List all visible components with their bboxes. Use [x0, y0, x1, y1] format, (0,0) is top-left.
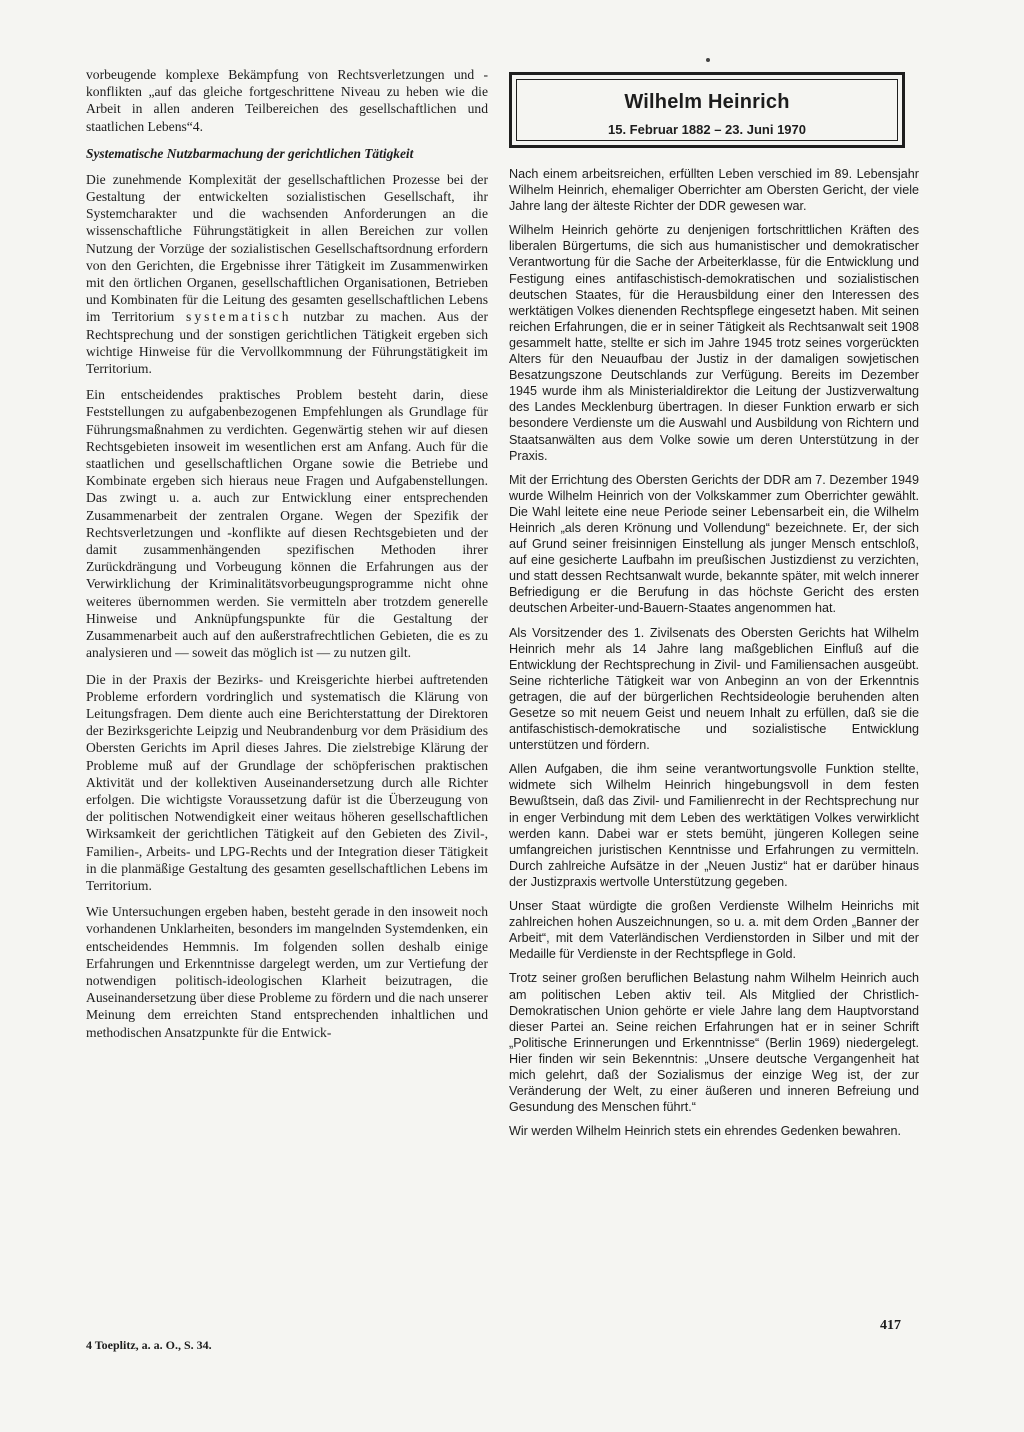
- obituary-paragraph: Mit der Errichtung des Obersten Gerichts der DDR am 7. Dezember 1949 wurde Wilhelm Heinrich von der Volkskammer zum Oberrichter gewählt. Die Wahl leitete eine neue Periode seiner Lebensarbeit ein, die Wilhelm Heinrich „als deren Krönung und Vollendung“ bezeichnete. Er, der sich auf Grund seiner freisinnigen Einstellung als junger Mensch entschloß, auf eine gesicherte Laufbahn im preußischen Justizdienst zu verzichten, und statt dessen Rechtsanwalt wurde, bekannte später, mit welch innerer Befriedigung er die Berufung in das höchste Gericht des ersten deutschen Arbeiter-und-Bauern-Staates angenommen hat.: [509, 472, 919, 616]
- article-paragraph: Ein entscheidendes praktisches Problem besteht darin, diese Feststellungen zu aufgabenbezogenen Empfehlungen als Grundlage für Führungsmaßnahmen zu verdichten. Gegenwärtig stehen wir auf diesen Rechtsgebieten insoweit im wesentlichen erst am Anfang. Auch für die staatlichen und gesellschaftlichen Organe sowie die Betriebe und Kombinate ergeben sich hieraus neue Fragen und Aufgabenstellungen. Das zwingt u. a. auch zur Entwicklung einer entsprechenden Zusammenarbeit der zentralen Organe. Wegen der Spezifik der Rechtsverletzungen und -konflikte auf diesen Rechtsgebieten und der damit zusammenhängenden spezifischen Methoden ihrer Zurückdrängung und Vorbeugung können die Erfahrungen aus der Verwirklichung der Kriminalitätsvorbeugungsprogramme nicht ohne weiteres übernommen werden. Sie vermitteln aber trotzdem generelle Hinweise und Anknüpfungspunkte für die Gestaltung der Zusammenarbeit auch auf den außerstrafrechtlichen Gebieten, die es zu analysieren und — soweit das möglich ist — zu nutzen gilt.: [86, 387, 488, 661]
- section-heading: Systematische Nutzbarmachung der gerichtlichen Tätigkeit: [86, 145, 414, 161]
- article-paragraph: Die in der Praxis der Bezirks- und Kreisgerichte hierbei auftretenden Probleme erfordern vordringlich und systematisch die Klärung von Leitungsfragen. Dem diente auch eine Berichterstattung der Direktoren der Bezirksgerichte Leipzig und Neubrandenburg vor dem Präsidium des Obersten Gerichts im April dieses Jahres. Die zielstrebige Klärung der Probleme muß auf der Grundlage der schöpferischen praktischen Aktivität und der kollektiven Auseinandersetzung durch alle Richter erfolgen. Die wichtigste Voraussetzung dafür ist die Überzeugung von der politischen Notwendigkeit einer weitaus höheren gesellschaftlichen Wirksamkeit der gerichtlichen Tätigkeit auf den Gebieten des Zivil-, Familien-, Arbeits- und LPG-Rechts und der Integration dieser Tätigkeit in die planmäßige Gestaltung des gesamten gesellschaftlichen Lebens im Territorium.: [86, 671, 488, 893]
- paragraph-text: Die zunehmende Komplexität der gesellschaftlichen Prozesse bei der Gestaltung der entwickelten sozialistischen Gesellschaft, ihr Systemcharakter und die wachsenden Anforderungen an die wissenschaftliche Führungstätigkeit in allen Bereichen zur vollen Nutzung der Vorzüge der sozialistischen Gesellschaftsordnung erfordern von den Gerichten, die Ergebnisse ihrer Tätigkeit im Zusammenwirken mit den örtlichen Organen, gesellschaftlichen Organisationen, Betrieben und Kombinaten für die Leitung des gesamten gesellschaftlichen Lebens im Territorium: [86, 171, 488, 325]
- article-paragraph: [86, 171, 488, 377]
- obituary-header-box: [509, 72, 905, 148]
- emphasized-word: systematisch: [186, 309, 292, 325]
- obituary-paragraph: Wir werden Wilhelm Heinrich stets ein ehrendes Gedenken bewahren.: [509, 1124, 901, 1139]
- obituary-paragraph: Als Vorsitzender des 1. Zivilsenats des Obersten Gerichts hat Wilhelm Heinrich mehr als 14 Jahre lang maßgeblichen Einfluß auf die Entwicklung der Rechtsprechung in Zivil- und Familiensachen ausgeübt. Seine richterliche Tätigkeit war von Anbeginn an von der Erkenntnis getragen, die auf der bürgerlichen Rechtsideologie beruhenden alten Gesetze so mit neuem Geist und neuem Inhalt zu erfüllen, daß sie die antifaschistisch-demokratische und sozialistische Entwicklung unterstützen und fördern.: [509, 625, 919, 753]
- obituary-paragraph: Nach einem arbeitsreichen, erfüllten Leben verschied im 89. Lebensjahr Wilhelm Heinrich, ehemaliger Oberrichter am Obersten Gericht, der viele Jahre lang der älteste Richter der DDR gewesen war.: [509, 167, 919, 214]
- page-number: 417: [880, 1318, 901, 1333]
- obituary-paragraph: Unser Staat würdigte die großen Verdienste Wilhelm Heinrichs mit zahlreichen hohen Auszeichnungen, so u. a. mit dem Orden „Banner der Arbeit“, mit dem Vaterländischen Verdienstorden in Silber und mit der Medaille für Verdienste in der Rechtspflege in Gold.: [509, 899, 919, 962]
- obituary-paragraph: Wilhelm Heinrich gehörte zu denjenigen fortschrittlichen Kräften des liberalen Bürgertums, die sich aus humanistischer und demokratischer Verantwortung für die Sache der Arbeiterklasse, für die Entwicklung und Festigung eines antifaschistisch-demokratischen und sozialistischen deutschen Staates, für die Herausbildung einer den Interessen des werktätigen Volkes dienenden Rechtspflege eingesetzt haben. Mit seinen reichen Erfahrungen, die er in seiner Tätigkeit als Rechtsanwalt seit 1908 gesammelt hatte, stellte er sich im Jahre 1945 trotz seines vorgerückten Alters für den Neuaufbau der Justiz in der damaligen sowjetischen Besatzungszone Deutschlands zur Verfügung. Bereits im Dezember 1945 wurde ihm als Ministerialdirektor die Leitung der Justizverwaltung des Landes Mecklenburg übertragen. In dieser Funktion erwarb er sich besondere Verdienste um die Auswahl und Ausbildung von Richtern und Staatsanwälten aus dem Volke sowie um deren Unterstützung in der Praxis.: [509, 223, 919, 463]
- obituary-paragraph: Trotz seiner großen beruflichen Belastung nahm Wilhelm Heinrich auch am politischen Leben aktiv teil. Als Mitglied der Christlich-Demokratischen Union gehörte er viele Jahre lang dem Hauptvorstand dieser Partei an. Seine reichen Erfahrungen hat er in seiner Schrift „Politische Erinnerungen und Erkenntnisse“ (Berlin 1969) niedergelegt. Hier finden wir sein Bekenntnis: „Unsere deutsche Vergangenheit hat mich gelehrt, daß der Sozialismus der einzige Weg ist, der zur Veränderung der Welt, zu einer äußeren und inneren Befreiung und Gesundung des Menschen führt.“: [509, 971, 919, 1115]
- obituary-name: Wilhelm Heinrich: [624, 91, 790, 113]
- footnote: 4 Toeplitz, a. a. O., S. 34.: [86, 1338, 212, 1352]
- article-paragraph: Wie Untersuchungen ergeben haben, besteht gerade in den insoweit noch vorhandenen Unklarheiten, besonders im mangelnden Systemdenken, ein entscheidendes Hemmnis. Im folgenden sollen deshalb einige Erfahrungen und Erkenntnisse dargelegt werden, um zur Vertiefung der notwendigen politisch-ideologischen Klarheit beizutragen, die Auseinandersetzung über diese Probleme zu fördern und die nach unserer Meinung dem erreichten Stand entsprechenden inhaltlichen und methodischen Ansatzpunkte für die Entwick-: [86, 904, 488, 1040]
- article-column: [86, 66, 488, 1050]
- obituary-column: [509, 72, 919, 1147]
- scan-speck: [706, 58, 710, 62]
- obituary-header-inner: [516, 79, 898, 141]
- paragraph-text: nutzbar zu machen. Aus der Rechtsprechung und der sonstigen gerichtlichen Tätigkeit ergeben sich wichtige Hinweise für die Vervollkommnung der Führungstätigkeit im Territorium.: [86, 309, 488, 377]
- obituary-paragraph: Allen Aufgaben, die ihm seine verantwortungsvolle Funktion stellte, widmete sich Wilhelm Heinrich hingebungsvoll in dem festen Bewußtsein, daß das Zivil- und Familienrecht in der Rechtsprechung nur in enger Verbindung mit dem Leben des werktätigen Volkes verwirklicht werden kann. Dabei war er stets bemüht, jüngeren Kollegen seine umfangreichen juristischen Kenntnisse und Erfahrungen zu vermitteln. Durch zahlreiche Aufsätze in der „Neuen Justiz“ hat er darüber hinaus der Justizpraxis wertvolle Unterstützung gegeben.: [509, 762, 919, 889]
- obituary-dates: 15. Februar 1882 – 23. Juni 1970: [607, 122, 806, 137]
- article-paragraph: vorbeugende komplexe Bekämpfung von Rechtsverletzungen und -konflikten „auf das gleiche fortgeschrittene Niveau zu heben wie die Arbeit in allen anderen Teilbereichen des gesellschaftlichen und staatlichen Lebens“4.: [86, 67, 488, 134]
